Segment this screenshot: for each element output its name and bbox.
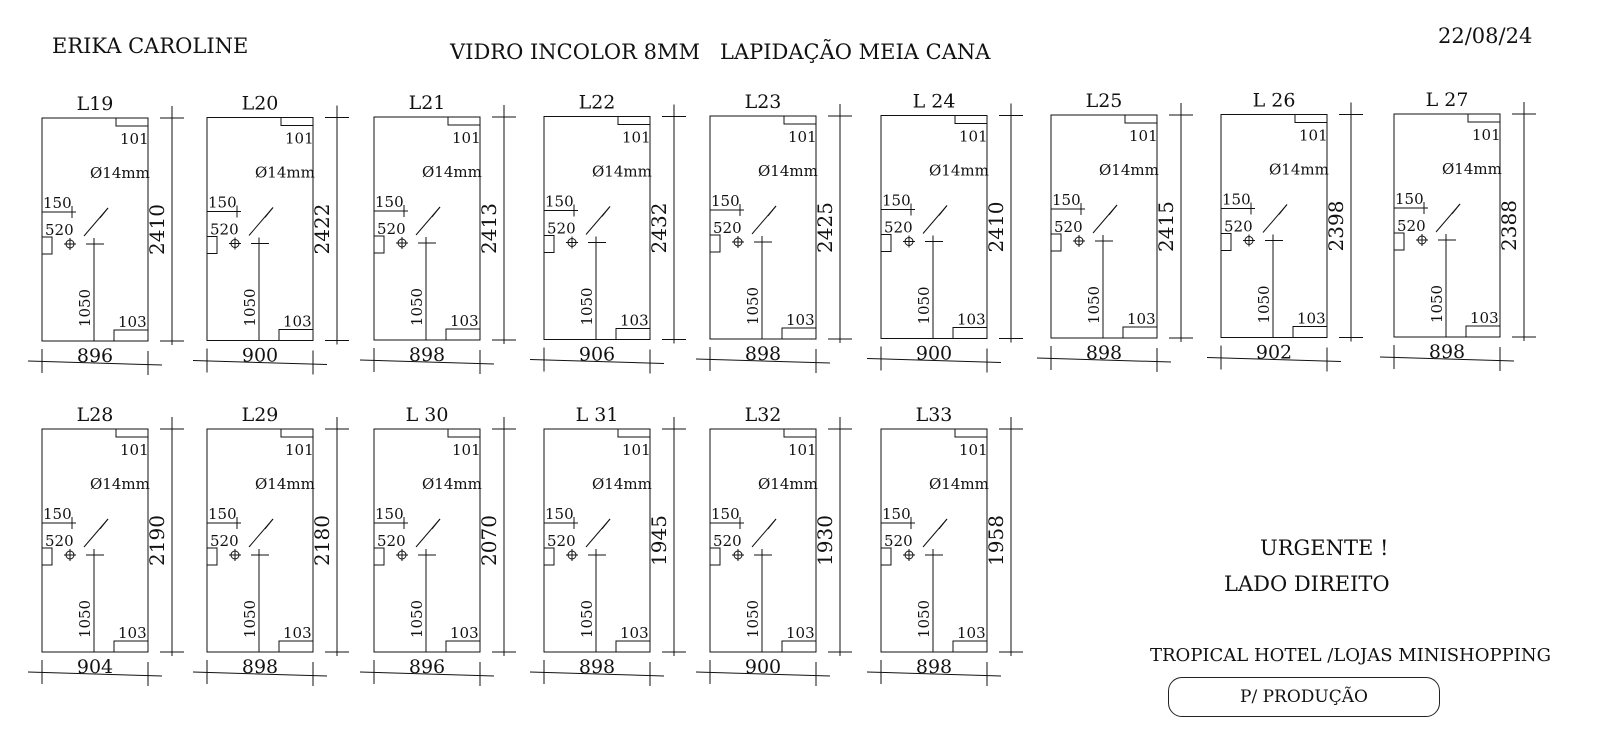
- top-notch: [618, 117, 650, 125]
- panel-width-label: 896: [76, 345, 114, 367]
- panel-width-label: 898: [1085, 342, 1123, 364]
- top-notch: [955, 429, 987, 437]
- handle-height-label: 1050: [1255, 285, 1273, 324]
- hole-diameter-label: Ø14mm: [90, 475, 150, 493]
- handle-height-label: 1050: [76, 288, 94, 328]
- bottom-notch-label: 103: [118, 624, 147, 642]
- panel-l24: [867, 91, 1023, 373]
- top-notch-label: 101: [1299, 126, 1328, 145]
- hole-leader-tick: [1109, 205, 1117, 215]
- top-notch: [281, 429, 313, 437]
- panel-label: L 26: [1252, 89, 1296, 112]
- top-notch-label: 101: [120, 441, 149, 459]
- order-date: 22/08/24: [1438, 24, 1533, 48]
- hole-leader-tick: [265, 519, 273, 529]
- panel-height-label: 2432: [647, 202, 671, 254]
- hole-offset-x-label: 150: [1052, 191, 1081, 209]
- top-notch-label: 101: [452, 129, 481, 147]
- hole-diameter-label: Ø14mm: [422, 475, 482, 493]
- panel-height-label: 2422: [310, 203, 334, 255]
- handle-height-label: 1050: [578, 599, 596, 639]
- panel-label: L29: [241, 404, 279, 426]
- top-notch: [116, 429, 148, 437]
- hole-offset-y-bracket: [881, 548, 891, 565]
- hole-offset-y-label: 520: [45, 221, 74, 239]
- panel-label: L 30: [405, 404, 449, 426]
- hole-offset-x-label: 150: [43, 194, 72, 212]
- hole-offset-y-label: 520: [210, 532, 239, 550]
- panel-width-label: 902: [1255, 341, 1293, 364]
- bottom-notch: [114, 641, 148, 652]
- bottom-notch: [1123, 327, 1157, 338]
- top-notch: [784, 116, 816, 124]
- bottom-notch-label: 103: [283, 312, 312, 331]
- panel-label: L 27: [1425, 89, 1469, 111]
- production-stamp-button[interactable]: P/ PRODUÇÃO: [1168, 677, 1440, 717]
- panel-height-label: 2190: [145, 515, 169, 566]
- hole-offset-x-label: 150: [882, 505, 911, 523]
- hole-offset-x-label: 150: [882, 191, 911, 210]
- hole-leader-tick: [432, 207, 440, 217]
- bottom-notch: [1466, 326, 1500, 337]
- top-notch-label: 101: [452, 441, 481, 459]
- project-name: TROPICAL HOTEL /LOJAS MINISHOPPING: [1150, 645, 1551, 666]
- bottom-notch-label: 103: [620, 311, 649, 330]
- panel-l32: [696, 404, 852, 686]
- hole-leader-tick: [602, 207, 610, 217]
- hole-diameter-label: Ø14mm: [929, 161, 989, 180]
- panel-l30: [360, 404, 516, 686]
- hole-offset-x-label: 150: [545, 192, 574, 211]
- top-notch: [1125, 115, 1157, 123]
- hole-leader-tick: [265, 208, 273, 218]
- bottom-notch-label: 103: [283, 624, 312, 642]
- bottom-notch: [616, 329, 650, 340]
- panel-label: L32: [744, 404, 782, 426]
- top-notch: [784, 429, 816, 437]
- panel-l28: [28, 404, 184, 686]
- hole-offset-y-label: 520: [377, 220, 406, 238]
- top-notch: [116, 118, 148, 126]
- panel-l21: [360, 92, 516, 374]
- hole-diameter-label: Ø14mm: [592, 162, 652, 181]
- top-notch-label: 101: [120, 130, 149, 148]
- bottom-notch-label: 103: [1127, 310, 1156, 328]
- panel-height-label: 2180: [310, 515, 334, 566]
- panel-width-label: 900: [241, 344, 279, 367]
- bottom-notch: [279, 330, 313, 341]
- panel-l26: [1207, 90, 1363, 372]
- top-notch: [448, 429, 480, 437]
- bottom-notch-label: 103: [620, 624, 649, 642]
- top-notch-label: 101: [959, 127, 988, 146]
- hole-offset-y-bracket: [544, 548, 554, 565]
- panel-width-label: 896: [408, 656, 446, 678]
- top-notch: [1295, 115, 1327, 123]
- hole-offset-x-label: 150: [1222, 190, 1251, 209]
- hole-offset-y-label: 520: [1054, 218, 1083, 236]
- panel-l19: [28, 93, 184, 375]
- panel-label: L21: [408, 92, 446, 114]
- panel-label: L28: [76, 404, 114, 426]
- panel-width-label: 898: [578, 656, 616, 678]
- hole-offset-y-label: 520: [1224, 217, 1253, 236]
- handle-height-label: 1050: [744, 286, 762, 326]
- bottom-notch-label: 103: [957, 310, 986, 329]
- panel-width-label: 898: [1428, 341, 1466, 363]
- hole-offset-y-label: 520: [547, 532, 576, 550]
- side-note: LADO DIREITO: [1224, 572, 1390, 596]
- bottom-notch-label: 103: [786, 311, 815, 329]
- hole-offset-x-label: 150: [375, 193, 404, 211]
- hole-offset-y-bracket: [374, 548, 384, 565]
- hole-leader-tick: [768, 519, 776, 529]
- bottom-notch: [1293, 327, 1327, 338]
- hole-offset-y-bracket: [710, 235, 720, 252]
- hole-leader-tick: [768, 206, 776, 216]
- bottom-notch-label: 103: [1470, 309, 1499, 327]
- hole-offset-x-label: 150: [545, 505, 574, 523]
- panel-width-label: 900: [744, 656, 782, 678]
- panel-l33: [867, 404, 1023, 686]
- hole-offset-x-label: 150: [375, 505, 404, 523]
- panel-height-label: 2415: [1154, 201, 1178, 252]
- top-notch: [448, 117, 480, 125]
- hole-offset-y-bracket: [1221, 234, 1231, 251]
- panel-height-label: 2413: [477, 203, 501, 254]
- bottom-notch-label: 103: [118, 313, 147, 331]
- panel-label: L 31: [575, 404, 619, 426]
- hole-offset-x-label: 150: [1395, 190, 1424, 208]
- top-notch-label: 101: [285, 441, 314, 459]
- panel-label: L22: [578, 91, 616, 114]
- hole-leader-tick: [1279, 205, 1287, 215]
- hole-leader-tick: [100, 519, 108, 529]
- top-notch-label: 101: [622, 128, 651, 147]
- hole-diameter-label: Ø14mm: [929, 475, 989, 493]
- panel-width-label: 898: [408, 344, 446, 366]
- hole-leader-tick: [1452, 204, 1460, 214]
- hole-leader-tick: [602, 519, 610, 529]
- top-notch: [618, 429, 650, 437]
- top-notch-label: 101: [788, 128, 817, 146]
- panel-height-label: 2410: [984, 201, 1008, 253]
- top-notch: [955, 116, 987, 124]
- panel-l29: [193, 404, 349, 686]
- bottom-notch-label: 103: [450, 312, 479, 330]
- handle-height-label: 1050: [1428, 284, 1446, 324]
- hole-offset-x-label: 150: [208, 505, 237, 523]
- panel-height-label: 2425: [813, 202, 837, 253]
- panel-l20: [193, 93, 349, 375]
- hole-offset-y-label: 520: [1397, 217, 1426, 235]
- bottom-notch: [616, 641, 650, 652]
- hole-offset-y-label: 520: [377, 532, 406, 550]
- bottom-notch-label: 103: [786, 624, 815, 642]
- top-notch-label: 101: [959, 441, 988, 459]
- hole-diameter-label: Ø14mm: [90, 164, 150, 182]
- panel-height-label: 2388: [1497, 200, 1521, 251]
- top-notch: [1468, 114, 1500, 122]
- hole-offset-x-label: 150: [208, 193, 237, 212]
- panel-l25: [1037, 90, 1193, 372]
- hole-offset-y-bracket: [544, 236, 554, 253]
- panel-width-label: 898: [744, 343, 782, 365]
- hole-diameter-label: Ø14mm: [758, 162, 818, 180]
- hole-offset-y-label: 520: [210, 220, 239, 239]
- bottom-notch: [446, 329, 480, 340]
- hole-offset-y-bracket: [207, 548, 217, 565]
- bottom-notch-label: 103: [450, 624, 479, 642]
- panel-width-label: 906: [578, 343, 616, 366]
- top-notch-label: 101: [285, 129, 314, 148]
- hole-offset-y-label: 520: [713, 532, 742, 550]
- panel-height-label: 1945: [647, 515, 671, 566]
- hole-diameter-label: Ø14mm: [1099, 161, 1159, 179]
- bottom-notch: [953, 641, 987, 652]
- hole-offset-y-label: 520: [884, 532, 913, 550]
- panel-label: L19: [76, 93, 114, 115]
- panel-label: L33: [915, 404, 953, 426]
- top-notch-label: 101: [788, 441, 817, 459]
- hole-leader-tick: [432, 519, 440, 529]
- bottom-notch: [279, 641, 313, 652]
- panel-height-label: 2398: [1324, 200, 1348, 252]
- handle-height-label: 1050: [915, 286, 933, 325]
- handle-height-label: 1050: [241, 599, 259, 639]
- hole-leader-tick: [100, 208, 108, 218]
- handle-height-label: 1050: [915, 599, 933, 639]
- hole-offset-y-bracket: [1051, 234, 1061, 251]
- top-notch: [281, 118, 313, 126]
- hole-diameter-label: Ø14mm: [758, 475, 818, 493]
- panel-height-label: 2070: [477, 515, 501, 566]
- panel-l27: [1380, 89, 1536, 371]
- panel-height-label: 1930: [813, 515, 837, 566]
- panel-height-label: 1958: [984, 515, 1008, 566]
- panel-width-label: 900: [915, 342, 953, 365]
- bottom-notch: [953, 328, 987, 339]
- hole-diameter-label: Ø14mm: [592, 475, 652, 493]
- bottom-notch: [782, 641, 816, 652]
- handle-height-label: 1050: [578, 287, 596, 326]
- handle-height-label: 1050: [408, 599, 426, 639]
- panel-height-label: 2410: [145, 204, 169, 255]
- hole-offset-y-bracket: [42, 548, 52, 565]
- hole-offset-y-bracket: [374, 236, 384, 253]
- bottom-notch-label: 103: [957, 624, 986, 642]
- hole-offset-y-label: 520: [45, 532, 74, 550]
- top-notch-label: 101: [1129, 127, 1158, 145]
- hole-diameter-label: Ø14mm: [1442, 160, 1502, 178]
- hole-offset-y-label: 520: [884, 218, 913, 237]
- hole-leader-tick: [939, 519, 947, 529]
- panel-l22: [530, 92, 686, 374]
- bottom-notch: [446, 641, 480, 652]
- urgent-note: URGENTE !: [1260, 536, 1389, 560]
- hole-diameter-label: Ø14mm: [255, 475, 315, 493]
- hole-diameter-label: Ø14mm: [255, 163, 315, 182]
- hole-leader-tick: [939, 206, 947, 216]
- hole-offset-y-bracket: [207, 237, 217, 254]
- hole-offset-x-label: 150: [711, 192, 740, 210]
- bottom-notch: [782, 328, 816, 339]
- handle-height-label: 1050: [76, 599, 94, 639]
- bottom-notch: [114, 330, 148, 341]
- panel-width-label: 898: [241, 656, 279, 678]
- panel-l23: [696, 91, 852, 373]
- hole-offset-x-label: 150: [711, 505, 740, 523]
- panel-label: L20: [241, 92, 279, 115]
- panel-label: L 24: [912, 90, 956, 113]
- handle-height-label: 1050: [744, 599, 762, 639]
- top-notch-label: 101: [1472, 126, 1501, 144]
- hole-offset-y-bracket: [42, 237, 52, 254]
- panel-label: L23: [744, 91, 782, 113]
- panel-l31: [530, 404, 686, 686]
- material-spec: VIDRO INCOLOR 8MM LAPIDAÇÃO MEIA CANA: [450, 40, 991, 64]
- panel-width-label: 904: [76, 656, 114, 678]
- panel-width-label: 898: [915, 656, 953, 678]
- hole-diameter-label: Ø14mm: [422, 163, 482, 181]
- hole-offset-y-bracket: [710, 548, 720, 565]
- handle-height-label: 1050: [1085, 285, 1103, 325]
- top-notch-label: 101: [622, 441, 651, 459]
- handle-height-label: 1050: [408, 287, 426, 327]
- hole-offset-y-label: 520: [547, 219, 576, 238]
- hole-diameter-label: Ø14mm: [1269, 160, 1329, 179]
- hole-offset-x-label: 150: [43, 505, 72, 523]
- handle-height-label: 1050: [241, 288, 259, 327]
- hole-offset-y-bracket: [881, 235, 891, 252]
- hole-offset-y-label: 520: [713, 219, 742, 237]
- panel-label: L25: [1085, 90, 1123, 112]
- hole-offset-y-bracket: [1394, 233, 1404, 250]
- client-name: ERIKA CAROLINE: [52, 34, 249, 58]
- bottom-notch-label: 103: [1297, 309, 1326, 328]
